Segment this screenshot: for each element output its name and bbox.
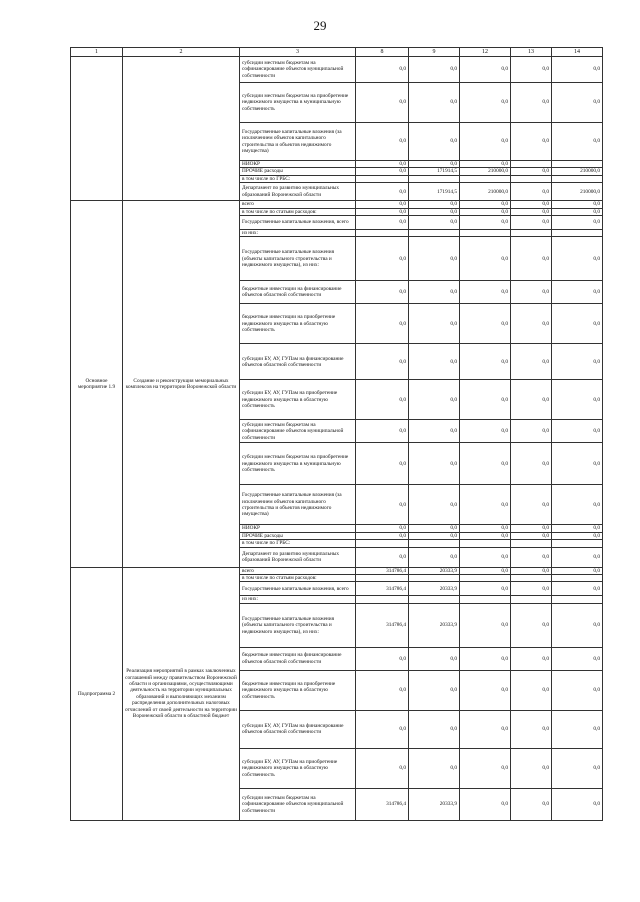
value-cell: [409, 575, 460, 582]
value-cell: 314786,4: [356, 582, 409, 596]
value-cell: 0,0: [552, 237, 603, 281]
value-cell: 0,0: [511, 201, 552, 208]
value-cell: 0,0: [460, 216, 511, 230]
value-cell: 0,0: [409, 83, 460, 123]
value-cell: 314786,4: [356, 603, 409, 647]
value-cell: 0,0: [460, 670, 511, 710]
value-cell: 0,0: [409, 57, 460, 83]
value-cell: 0,0: [460, 201, 511, 208]
value-cell: 20333,9: [409, 582, 460, 596]
value-cell: [552, 596, 603, 603]
value-cell: 0,0: [511, 532, 552, 539]
value-cell: 0,0: [356, 532, 409, 539]
value-cell: 210000,0: [460, 168, 511, 175]
value-cell: 0,0: [409, 281, 460, 304]
expense-label: ПРОЧИЕ расходы: [240, 168, 356, 175]
expense-label: субсидии БУ, АУ, ГУПам на финансирование объектов областной собственности: [240, 710, 356, 748]
value-cell: [409, 175, 460, 182]
value-cell: 0,0: [511, 344, 552, 380]
value-cell: [511, 230, 552, 237]
table-row: [71, 567, 603, 574]
program-code-cell: Основное мероприятие 1.9: [71, 201, 123, 567]
value-cell: 0,0: [409, 208, 460, 215]
value-cell: 0,0: [356, 161, 409, 168]
expense-label: субсидии местным бюджетам на софинансирование объектов муниципальной собственности: [240, 788, 356, 820]
value-cell: 0,0: [552, 710, 603, 748]
value-cell: 0,0: [511, 420, 552, 443]
value-cell: 0,0: [511, 567, 552, 574]
value-cell: [460, 575, 511, 582]
value-cell: 0,0: [511, 788, 552, 820]
value-cell: 0,0: [511, 547, 552, 567]
value-cell: [460, 175, 511, 182]
value-cell: 0,0: [356, 420, 409, 443]
value-cell: 0,0: [460, 603, 511, 647]
value-cell: 0,0: [356, 237, 409, 281]
value-cell: 0,0: [409, 237, 460, 281]
value-cell: 0,0: [460, 57, 511, 83]
expense-label: субсидии БУ, АУ, ГУПам на финансирование объектов областной собственности: [240, 344, 356, 380]
value-cell: 0,0: [511, 748, 552, 788]
value-cell: [552, 575, 603, 582]
value-cell: 0,0: [356, 344, 409, 380]
value-cell: 0,0: [409, 525, 460, 532]
value-cell: 0,0: [356, 525, 409, 532]
value-cell: 0,0: [511, 168, 552, 175]
value-cell: 0,0: [460, 281, 511, 304]
value-cell: [356, 575, 409, 582]
value-cell: 0,0: [409, 670, 460, 710]
value-cell: 0,0: [460, 788, 511, 820]
value-cell: 0,0: [552, 748, 603, 788]
value-cell: 0,0: [552, 281, 603, 304]
value-cell: [552, 175, 603, 182]
column-header: 8: [356, 48, 409, 57]
value-cell: 0,0: [356, 485, 409, 525]
value-cell: 0,0: [460, 83, 511, 123]
value-cell: 0,0: [552, 567, 603, 574]
table-row: [71, 201, 603, 208]
value-cell: 0,0: [356, 168, 409, 175]
program-code-cell: Подпрограмма 2: [71, 567, 123, 820]
value-cell: 0,0: [356, 208, 409, 215]
page-number: 29: [313, 18, 327, 33]
value-cell: 0,0: [460, 547, 511, 567]
empty-cell: [123, 57, 240, 201]
expense-label: в том числе по статьям расходов:: [240, 208, 356, 215]
value-cell: 0,0: [460, 647, 511, 670]
value-cell: [460, 230, 511, 237]
value-cell: [356, 230, 409, 237]
value-cell: 0,0: [511, 237, 552, 281]
value-cell: 0,0: [552, 216, 603, 230]
expense-label: всего: [240, 567, 356, 574]
value-cell: 0,0: [409, 216, 460, 230]
value-cell: [511, 175, 552, 182]
value-cell: 0,0: [409, 123, 460, 161]
value-cell: 0,0: [552, 123, 603, 161]
column-header: 14: [552, 48, 603, 57]
value-cell: 0,0: [511, 57, 552, 83]
value-cell: 0,0: [552, 201, 603, 208]
value-cell: 0,0: [552, 647, 603, 670]
value-cell: 0,0: [356, 57, 409, 83]
value-cell: 0,0: [356, 216, 409, 230]
expense-label: субсидии местным бюджетам на приобретение недвижимого имущества в муниципальную собственность: [240, 83, 356, 123]
value-cell: 0,0: [460, 567, 511, 574]
program-title-cell: Создание и реконструкция мемориальных комплексов на территории Воронежской области: [123, 201, 240, 567]
column-header: 3: [240, 48, 356, 57]
value-cell: 0,0: [552, 380, 603, 420]
value-cell: 171914,5: [409, 168, 460, 175]
expense-label: всего: [240, 201, 356, 208]
value-cell: 210000,0: [460, 183, 511, 201]
expense-label: субсидии местным бюджетам на приобретение недвижимого имущества в муниципальную собственность: [240, 443, 356, 485]
value-cell: 0,0: [552, 532, 603, 539]
value-cell: 0,0: [356, 670, 409, 710]
expense-label: бюджетные инвестиции на финансирование объектов областной собственности: [240, 647, 356, 670]
expense-label: Государственные капитальные вложения, всего: [240, 582, 356, 596]
value-cell: 0,0: [356, 547, 409, 567]
expense-label: ПРОЧИЕ расходы: [240, 532, 356, 539]
expense-label: в том числе по ГРБС:: [240, 540, 356, 547]
value-cell: [356, 175, 409, 182]
value-cell: 0,0: [409, 710, 460, 748]
value-cell: 0,0: [409, 547, 460, 567]
value-cell: [511, 161, 552, 168]
value-cell: [409, 230, 460, 237]
expense-label: Департамент по развитию муниципальных образований Воронежской области: [240, 183, 356, 201]
value-cell: 0,0: [552, 788, 603, 820]
value-cell: 0,0: [460, 380, 511, 420]
value-cell: 0,0: [511, 603, 552, 647]
value-cell: 0,0: [511, 443, 552, 485]
value-cell: 0,0: [511, 670, 552, 710]
expense-label: Государственные капитальные вложения (объекты капитального строительства и недвижимого имущества), из них:: [240, 603, 356, 647]
value-cell: 210000,0: [552, 183, 603, 201]
value-cell: 20333,9: [409, 567, 460, 574]
expense-label: Государственные капитальные вложения (за исключением объектов капитального строительства и объектов недвижимого имущества): [240, 485, 356, 525]
value-cell: 0,0: [511, 485, 552, 525]
value-cell: 0,0: [460, 208, 511, 215]
value-cell: 0,0: [552, 547, 603, 567]
expense-label: из них:: [240, 596, 356, 603]
value-cell: [552, 540, 603, 547]
program-title-cell: Реализация мероприятий в рамках заключенных соглашений между правительством Воронежской области и организациями, осуществляющими деятельность на территории муниципальных образований и выполняющих механизм распределения дополнительных налоговых отчислений от своей деятельности на территории Воронежской области в областной бюджет: [123, 567, 240, 820]
value-cell: 0,0: [460, 443, 511, 485]
value-cell: 0,0: [552, 485, 603, 525]
value-cell: 0,0: [356, 380, 409, 420]
column-header: 12: [460, 48, 511, 57]
value-cell: 0,0: [460, 748, 511, 788]
value-cell: 0,0: [552, 525, 603, 532]
value-cell: 0,0: [511, 710, 552, 748]
value-cell: 0,0: [511, 380, 552, 420]
expense-label: бюджетные инвестиции на приобретение недвижимого имущества в областную собственность: [240, 670, 356, 710]
table-header-row: [71, 48, 603, 57]
value-cell: [356, 596, 409, 603]
value-cell: 20333,9: [409, 788, 460, 820]
column-header: 2: [123, 48, 240, 57]
value-cell: [356, 540, 409, 547]
value-cell: 314786,4: [356, 567, 409, 574]
value-cell: [409, 540, 460, 547]
value-cell: 0,0: [356, 281, 409, 304]
value-cell: 0,0: [409, 304, 460, 344]
value-cell: 171914,5: [409, 183, 460, 201]
value-cell: 0,0: [409, 443, 460, 485]
value-cell: 20333,9: [409, 603, 460, 647]
expense-label: НИОКР: [240, 161, 356, 168]
value-cell: 0,0: [511, 216, 552, 230]
value-cell: 0,0: [511, 525, 552, 532]
value-cell: 0,0: [356, 748, 409, 788]
expense-label: субсидии местным бюджетам на софинансирование объектов муниципальной собственности: [240, 420, 356, 443]
expense-label: Государственные капитальные вложения, всего: [240, 216, 356, 230]
value-cell: 0,0: [460, 710, 511, 748]
value-cell: 0,0: [552, 83, 603, 123]
value-cell: [460, 540, 511, 547]
value-cell: 0,0: [356, 443, 409, 485]
value-cell: [511, 540, 552, 547]
value-cell: 0,0: [552, 304, 603, 344]
value-cell: [460, 596, 511, 603]
table-row: [71, 57, 603, 83]
expense-label: субсидии местным бюджетам на софинансирование объектов муниципальной собственности: [240, 57, 356, 83]
value-cell: 0,0: [511, 304, 552, 344]
expense-label: Департамент по развитию муниципальных образований Воронежской области: [240, 547, 356, 567]
value-cell: 0,0: [460, 485, 511, 525]
budget-table: [70, 47, 603, 821]
value-cell: 0,0: [460, 237, 511, 281]
value-cell: 0,0: [356, 201, 409, 208]
expense-label: Государственные капитальные вложения (за исключением объектов капитального строительства и объектов недвижимого имущества): [240, 123, 356, 161]
expense-label: субсидии БУ, АУ, ГУПам на приобретение недвижимого имущества в областную собственность: [240, 380, 356, 420]
value-cell: 0,0: [356, 183, 409, 201]
expense-label: в том числе по статьям расходов:: [240, 575, 356, 582]
value-cell: 0,0: [552, 420, 603, 443]
value-cell: 0,0: [356, 123, 409, 161]
value-cell: 0,0: [409, 532, 460, 539]
expense-label: субсидии БУ, АУ, ГУПам на приобретение недвижимого имущества в областную собственность: [240, 748, 356, 788]
value-cell: 0,0: [552, 670, 603, 710]
value-cell: 0,0: [552, 208, 603, 215]
expense-label: НИОКР: [240, 525, 356, 532]
value-cell: 0,0: [409, 485, 460, 525]
expense-label: бюджетные инвестиции на финансирование объектов областной собственности: [240, 281, 356, 304]
value-cell: 0,0: [552, 582, 603, 596]
value-cell: 314786,4: [356, 788, 409, 820]
value-cell: 0,0: [409, 748, 460, 788]
value-cell: 210000,0: [552, 168, 603, 175]
column-header: 9: [409, 48, 460, 57]
value-cell: 0,0: [356, 710, 409, 748]
value-cell: [511, 575, 552, 582]
value-cell: [552, 161, 603, 168]
column-header: 13: [511, 48, 552, 57]
value-cell: 0,0: [409, 420, 460, 443]
value-cell: 0,0: [460, 161, 511, 168]
value-cell: 0,0: [409, 201, 460, 208]
empty-cell: [71, 57, 123, 201]
value-cell: 0,0: [460, 532, 511, 539]
value-cell: 0,0: [511, 281, 552, 304]
value-cell: 0,0: [356, 647, 409, 670]
value-cell: 0,0: [460, 344, 511, 380]
value-cell: 0,0: [460, 420, 511, 443]
value-cell: 0,0: [511, 183, 552, 201]
value-cell: 0,0: [409, 161, 460, 168]
value-cell: 0,0: [356, 304, 409, 344]
value-cell: 0,0: [511, 647, 552, 670]
value-cell: 0,0: [552, 344, 603, 380]
expense-label: из них:: [240, 230, 356, 237]
value-cell: 0,0: [460, 582, 511, 596]
value-cell: 0,0: [552, 603, 603, 647]
expense-label: бюджетные инвестиции на приобретение недвижимого имущества в областную собственность: [240, 304, 356, 344]
column-header: 1: [71, 48, 123, 57]
value-cell: 0,0: [460, 304, 511, 344]
value-cell: 0,0: [460, 123, 511, 161]
value-cell: [552, 230, 603, 237]
value-cell: 0,0: [460, 525, 511, 532]
value-cell: 0,0: [511, 83, 552, 123]
value-cell: 0,0: [511, 582, 552, 596]
value-cell: 0,0: [356, 83, 409, 123]
value-cell: 0,0: [552, 57, 603, 83]
value-cell: [511, 596, 552, 603]
expense-label: в том числе по ГРБС:: [240, 175, 356, 182]
value-cell: 0,0: [511, 208, 552, 215]
value-cell: 0,0: [409, 344, 460, 380]
expense-label: Государственные капитальные вложения (объекты капитального строительства и недвижимого имущества), из них:: [240, 237, 356, 281]
value-cell: 0,0: [409, 647, 460, 670]
value-cell: 0,0: [552, 443, 603, 485]
value-cell: 0,0: [511, 123, 552, 161]
value-cell: 0,0: [409, 380, 460, 420]
value-cell: [409, 596, 460, 603]
